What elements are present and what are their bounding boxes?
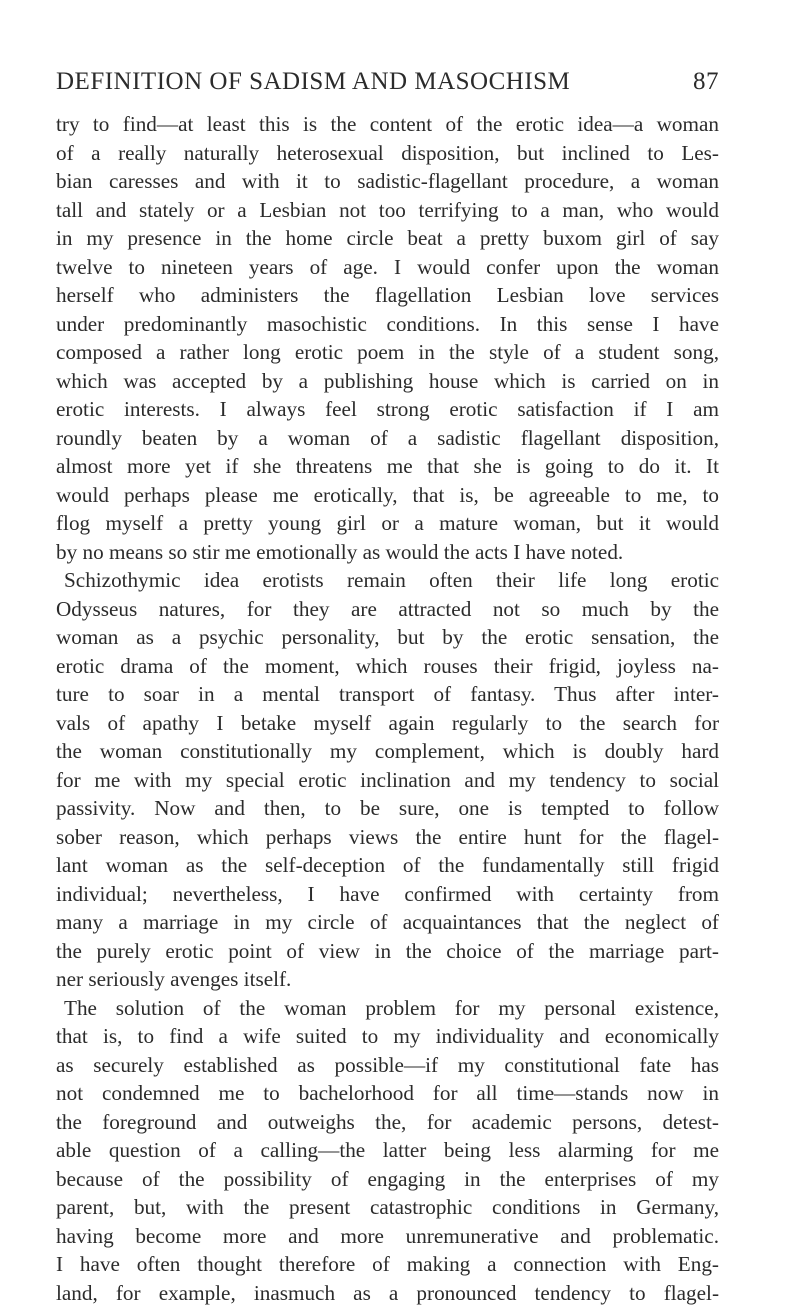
text-line: of a really naturally heterosexual disposition, but inclined to Les- [56,139,719,168]
text-line: Schizothymic idea erotists remain often their life long erotic [56,566,719,595]
text-line: because of the possibility of engaging in the enterprises of my [56,1165,719,1194]
text-line: I have often thought therefore of making a connection with Eng- [56,1250,719,1279]
text-line: by no means so stir me emotionally as would the acts I have noted. [56,538,719,567]
text-line: for me with my special erotic inclination and my tendency to social [56,766,719,795]
text-line: not condemned me to bachelorhood for all time—stands now in [56,1079,719,1108]
text-line: bian caresses and with it to sadistic-flagellant procedure, a woman [56,167,719,196]
text-line: tall and stately or a Lesbian not too terrifying to a man, who would [56,196,719,225]
text-line: erotic interests. I always feel strong erotic satisfaction if I am [56,395,719,424]
text-line: ture to soar in a mental transport of fantasy. Thus after inter- [56,680,719,709]
text-line: parent, but, with the present catastrophic conditions in Germany, [56,1193,719,1222]
text-line: sober reason, which perhaps views the entire hunt for the flagel- [56,823,719,852]
text-line: the purely erotic point of view in the choice of the marriage part- [56,937,719,966]
text-line: try to find—at least this is the content of the erotic idea—a woman [56,110,719,139]
text-line: The solution of the woman problem for my personal existence, [56,994,719,1023]
text-line: would perhaps please me erotically, that is, be agreeable to me, to [56,481,719,510]
text-line: under predominantly masochistic conditions. In this sense I have [56,310,719,339]
running-title: DEFINITION OF SADISM AND MASOCHISM [56,62,570,102]
text-line: woman as a psychic personality, but by the erotic sensation, the [56,623,719,652]
text-line: twelve to nineteen years of age. I would confer upon the woman [56,253,719,282]
text-line: land, for example, inasmuch as a pronounced tendency to flagel- [56,1279,719,1307]
page-number: 87 [693,62,719,102]
text-line: vals of apathy I betake myself again regularly to the search for [56,709,719,738]
text-line: many a marriage in my circle of acquaintances that the neglect of [56,908,719,937]
text-line: having become more and more unremunerative and problematic. [56,1222,719,1251]
text-line: flog myself a pretty young girl or a mature woman, but it would [56,509,719,538]
text-line: ner seriously avenges itself. [56,965,719,994]
text-line: in my presence in the home circle beat a pretty buxom girl of say [56,224,719,253]
text-line: almost more yet if she threatens me that she is going to do it. It [56,452,719,481]
text-line: the woman constitutionally my complement, which is doubly hard [56,737,719,766]
text-line: passivity. Now and then, to be sure, one is tempted to follow [56,794,719,823]
book-page [56,62,719,1307]
text-line: individual; nevertheless, I have confirmed with certainty from [56,880,719,909]
text-line: Odysseus natures, for they are attracted not so much by the [56,595,719,624]
text-line: lant woman as the self-deception of the fundamentally still frigid [56,851,719,880]
text-line: composed a rather long erotic poem in the style of a student song, [56,338,719,367]
body-text [56,110,719,1307]
text-line: herself who administers the flagellation Lesbian love services [56,281,719,310]
text-line: the foreground and outweighs the, for academic persons, detest- [56,1108,719,1137]
text-line: as securely established as possible—if my constitutional fate has [56,1051,719,1080]
running-head [56,62,719,102]
text-line: that is, to find a wife suited to my individuality and economically [56,1022,719,1051]
text-line: which was accepted by a publishing house which is carried on in [56,367,719,396]
text-line: erotic drama of the moment, which rouses their frigid, joyless na- [56,652,719,681]
text-line: roundly beaten by a woman of a sadistic flagellant disposition, [56,424,719,453]
text-line: able question of a calling—the latter being less alarming for me [56,1136,719,1165]
